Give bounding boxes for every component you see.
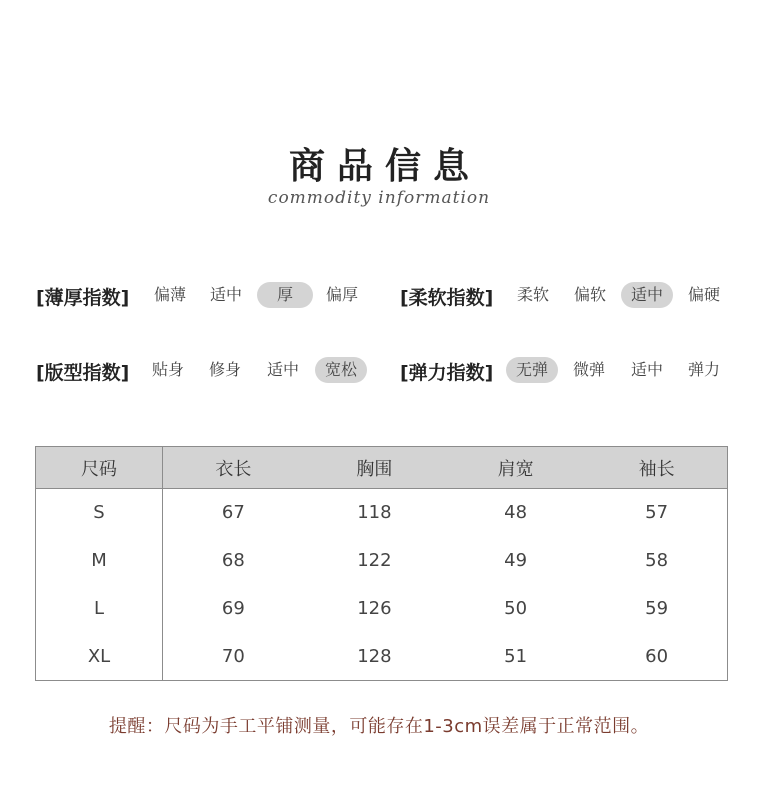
page-title: 商品信息 xyxy=(288,146,481,187)
table-cell: 49 xyxy=(504,550,528,571)
table-row xyxy=(36,489,728,537)
index-option: 柔软 xyxy=(516,285,549,304)
column-header-size: 尺码 xyxy=(36,447,163,489)
table-cell: 126 xyxy=(357,598,392,619)
table-cell: 57 xyxy=(645,502,669,524)
table-cell: 69 xyxy=(221,598,245,619)
table-cell: M xyxy=(36,537,163,585)
index-option-selected: 无弹 xyxy=(506,357,558,383)
index-label: [弹力指数] xyxy=(400,361,494,384)
table-cell: 118 xyxy=(357,502,392,524)
index-option: 偏软 xyxy=(573,285,606,304)
column-header-sleeve: 袖长 xyxy=(586,447,727,489)
index-label: [柔软指数] xyxy=(400,286,494,309)
index-option: 适中 xyxy=(630,360,663,379)
index-option-selected: 厚 xyxy=(257,282,313,308)
table-cell: XL xyxy=(36,633,163,681)
index-option: 偏厚 xyxy=(325,285,358,304)
table-cell: 128 xyxy=(357,645,392,667)
index-elasticity xyxy=(400,357,730,385)
index-option: 弹力 xyxy=(687,360,720,379)
table-cell: 58 xyxy=(645,550,669,571)
table-cell: 68 xyxy=(221,550,245,571)
table-row xyxy=(36,537,728,585)
table-cell: 48 xyxy=(504,502,528,524)
index-option: 贴身 xyxy=(151,360,184,379)
measurement-note: 提醒：尺码为手工平铺测量，可能存在1-3cm误差属于正常范围。 xyxy=(108,716,650,737)
table-row xyxy=(36,585,728,633)
index-option-selected: 宽松 xyxy=(315,357,367,383)
table-cell: 70 xyxy=(221,645,245,667)
index-thickness xyxy=(36,282,366,310)
column-header-shoulder: 肩宽 xyxy=(445,447,586,489)
index-fit xyxy=(36,357,366,385)
index-softness xyxy=(400,282,730,310)
index-option: 修身 xyxy=(208,360,241,379)
index-label: [版型指数] xyxy=(36,361,130,384)
table-cell: 67 xyxy=(221,502,245,524)
page-subtitle: commodity information xyxy=(267,188,491,208)
table-cell: 122 xyxy=(357,550,392,571)
table-header-row xyxy=(36,447,728,489)
index-option: 适中 xyxy=(209,285,242,304)
table-cell: L xyxy=(36,585,163,633)
size-table xyxy=(35,446,728,681)
index-option: 偏薄 xyxy=(153,285,186,304)
table-cell: 60 xyxy=(645,645,669,667)
index-option: 适中 xyxy=(266,360,299,379)
column-header-chest: 胸围 xyxy=(304,447,445,489)
table-row xyxy=(36,633,728,681)
index-label: [薄厚指数] xyxy=(36,286,130,309)
index-option-selected: 适中 xyxy=(621,282,673,308)
table-cell: 51 xyxy=(504,645,528,667)
index-option: 偏硬 xyxy=(687,285,720,304)
table-cell: S xyxy=(36,489,163,537)
table-cell: 59 xyxy=(645,598,669,619)
table-cell: 50 xyxy=(504,598,528,619)
column-header-length: 衣长 xyxy=(163,447,304,489)
index-option: 微弹 xyxy=(572,360,605,379)
